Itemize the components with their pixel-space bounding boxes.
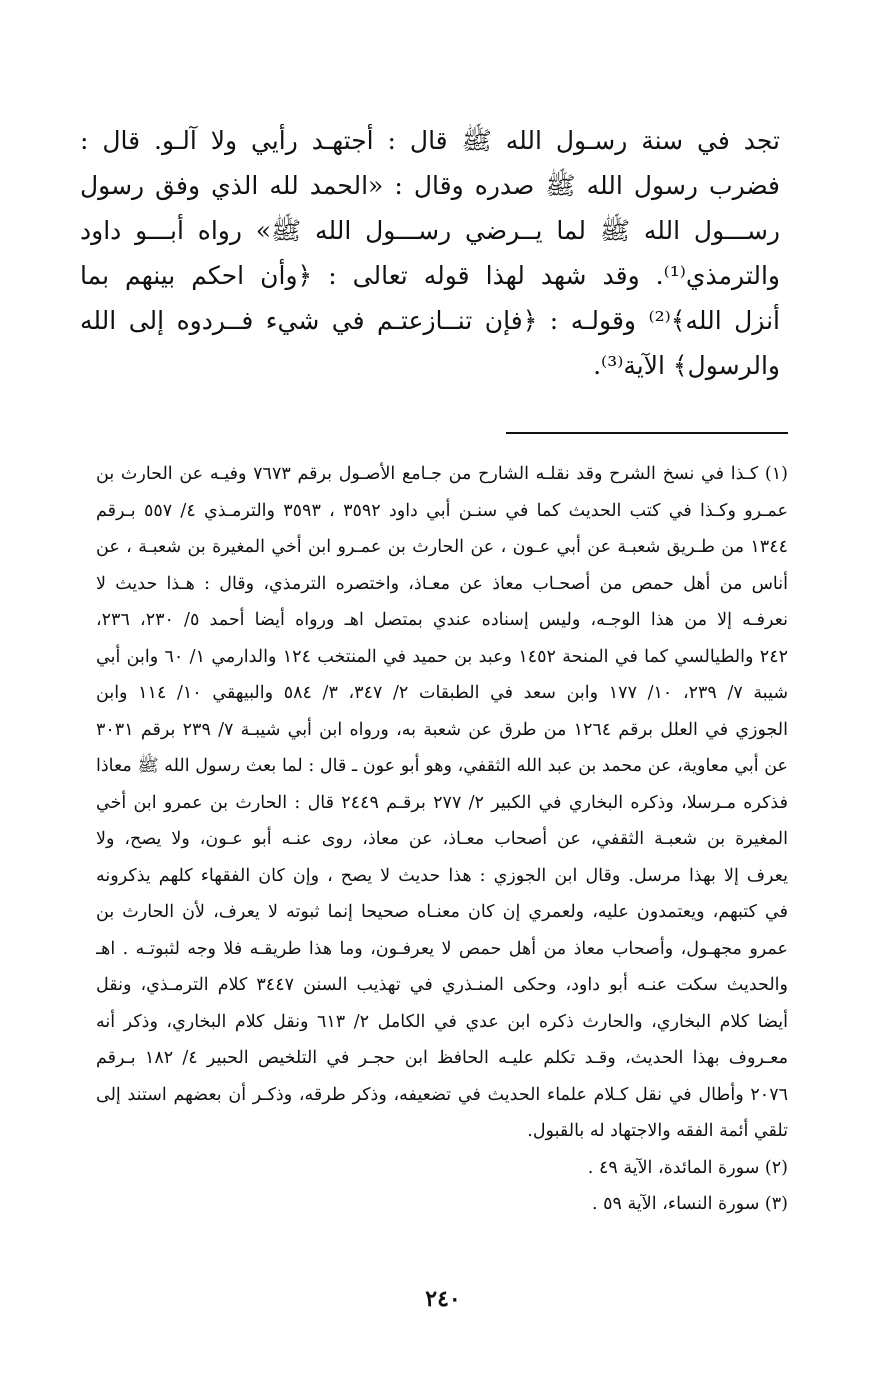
footnote-line: في كتبهم، ويعتمدون عليه، ولعمري إن كان معنـاه صحيحا إنما ثبوته لا يعرف، لأن الحارث بن (96, 902, 788, 922)
footnote-line: شيبة ٧/ ٢٣٩، ١٠/ ١٧٧ وابن سعد في الطبقات ٢/ ٣٤٧، ٣/ ٥٨٤ والبيهقي ١٠/ ١١٤ وابن (96, 683, 788, 703)
footnote-separator (506, 432, 788, 434)
footnote-line: عمـرو وكـذا في كتب الحديث كما في سنـن أبي داود ٣٥٩٢ ، ٣٥٩٣ والترمـذي ٤/ ٥٥٧ بـرقم (96, 500, 788, 521)
main-text-line: فضرب رسول الله ﷺ صدره وقال : «الحمد لله الذي وفق رسول (80, 171, 780, 200)
main-text-block (80, 118, 780, 388)
main-text-line: رســـول الله ﷺ لما يــرضي رســـول الله ﷺ» رواه أبـــو داود (80, 216, 780, 245)
footnote-line: والحديث سكت عنـه أبو داود، وحكى المنـذري في تهذيب السنن ٣٤٤٧ كلام الترمـذي، ونقل (96, 975, 788, 995)
footnote-line: معـروف بهذا الحديث، وقـد تكلم عليـه الحافظ ابن حجـر في التلخيص الحبير ٤/ ١٨٢ بـرقم (96, 1048, 788, 1068)
footnote-line: تلقي أئمة الفقه والاجتهاد له بالقبول. (527, 1121, 788, 1141)
footnote-line: الجوزي في العلل برقم ١٢٦٤ من طرق عن شعبة به، ورواه ابن أبي شيبـة ٧/ ٢٣٩ برقم ٣٠٣١ (96, 719, 788, 740)
footnote-line: أناس من أهل حمص من أصحـاب معاذ عن معـاذ، واختصره الترمذي، وقال : هـذا حديث لا (96, 573, 788, 594)
footnote-line: ٢٠٧٦ وأطال في نقل كـلام علماء الحديث في تضعيفه، وذكر طرقه، وذكـر أن بعضهم استند إلى (96, 1084, 788, 1105)
main-text-line: أنزل الله﴾⁽²⁾ وقولـه : ﴿فإن تنــازعتـم في شيء فــردوه إلى الله (80, 306, 780, 335)
main-text-line: والرسول﴾ الآية⁽³⁾. (593, 351, 780, 380)
footnote-line: يعرف إلا بهذا مرسل. وقال ابن الجوزي : هذا حديث لا يصح ، وإن كان الفقهاء كلهم يذكرونه (96, 865, 788, 886)
footnote-line: عن أبي معاوية، عن محمد بن عبد الله الثقفي، وهو أبو عون ـ قال : لما بعث رسول الله ﷺ معاذا (96, 756, 788, 776)
footnote-line: (٣) سورة النساء، الآية ٥٩ . (592, 1194, 788, 1214)
footnote-line: (١) كـذا في نسخ الشرح وقد نقلـه الشارح من جـامع الأصـول برقم ٧٦٧٣ وفيـه عن الحارث بن (96, 464, 788, 484)
footnote-line: ٢٤٢ والطيالسي كما في المنحة ١٤٥٢ وعبد بن حميد في المنتخب ١٢٤ والدارمي ١/ ٦٠ وابن أبي (96, 646, 788, 667)
main-text-line: والترمذي⁽¹⁾. وقد شهد لهذا قوله تعالى : ﴿وأن احكم بينهم بما (80, 261, 780, 290)
footnote-line: (٢) سورة المائدة، الآية ٤٩ . (587, 1157, 788, 1178)
footnote-line: نعرفـه إلا من هذا الوجـه، وليس إسناده عندي بمتصل اهـ ورواه أيضا أحمد ٥/ ٢٣٠، ٢٣٦، (96, 610, 788, 630)
footnote-line: عمرو مجهـول، وأصحاب معاذ من أهل حمص لا يعرفـون، وما هذا طريقـه فلا وجه لثبوتـه . اهـ (96, 938, 788, 959)
main-text-line: تجد في سنة رسـول الله ﷺ قال : أجتهـد رأيي ولا آلـو. قال : (80, 126, 780, 155)
footnotes-block (96, 456, 788, 1223)
page-number: ٢٤٠ (425, 1286, 461, 1312)
footnote-line: ١٣٤٤ من طـريق شعبـة عن أبي عـون ، عن الحارث بن عمـرو ابن أخي المغيرة بن شعبـة ، عن (96, 537, 788, 557)
footnote-line: المغيرة بن شعبـة الثقفي، عن أصحاب معـاذ، عن معاذ، روى عنـه أبو عـون، ولا يصح، ولا (96, 829, 788, 849)
footnote-line: فذكره مـرسلا، وذكره البخاري في الكبير ٢/ ٢٧٧ برقـم ٢٤٤٩ قال : الحارث بن عمرو ابن أخي (96, 792, 788, 813)
footnote-line: أيضا كلام البخاري، والحارث ذكره ابن عدي في الكامل ٢/ ٦١٣ ونقل كلام البخاري، وذكر أنه (96, 1011, 788, 1032)
